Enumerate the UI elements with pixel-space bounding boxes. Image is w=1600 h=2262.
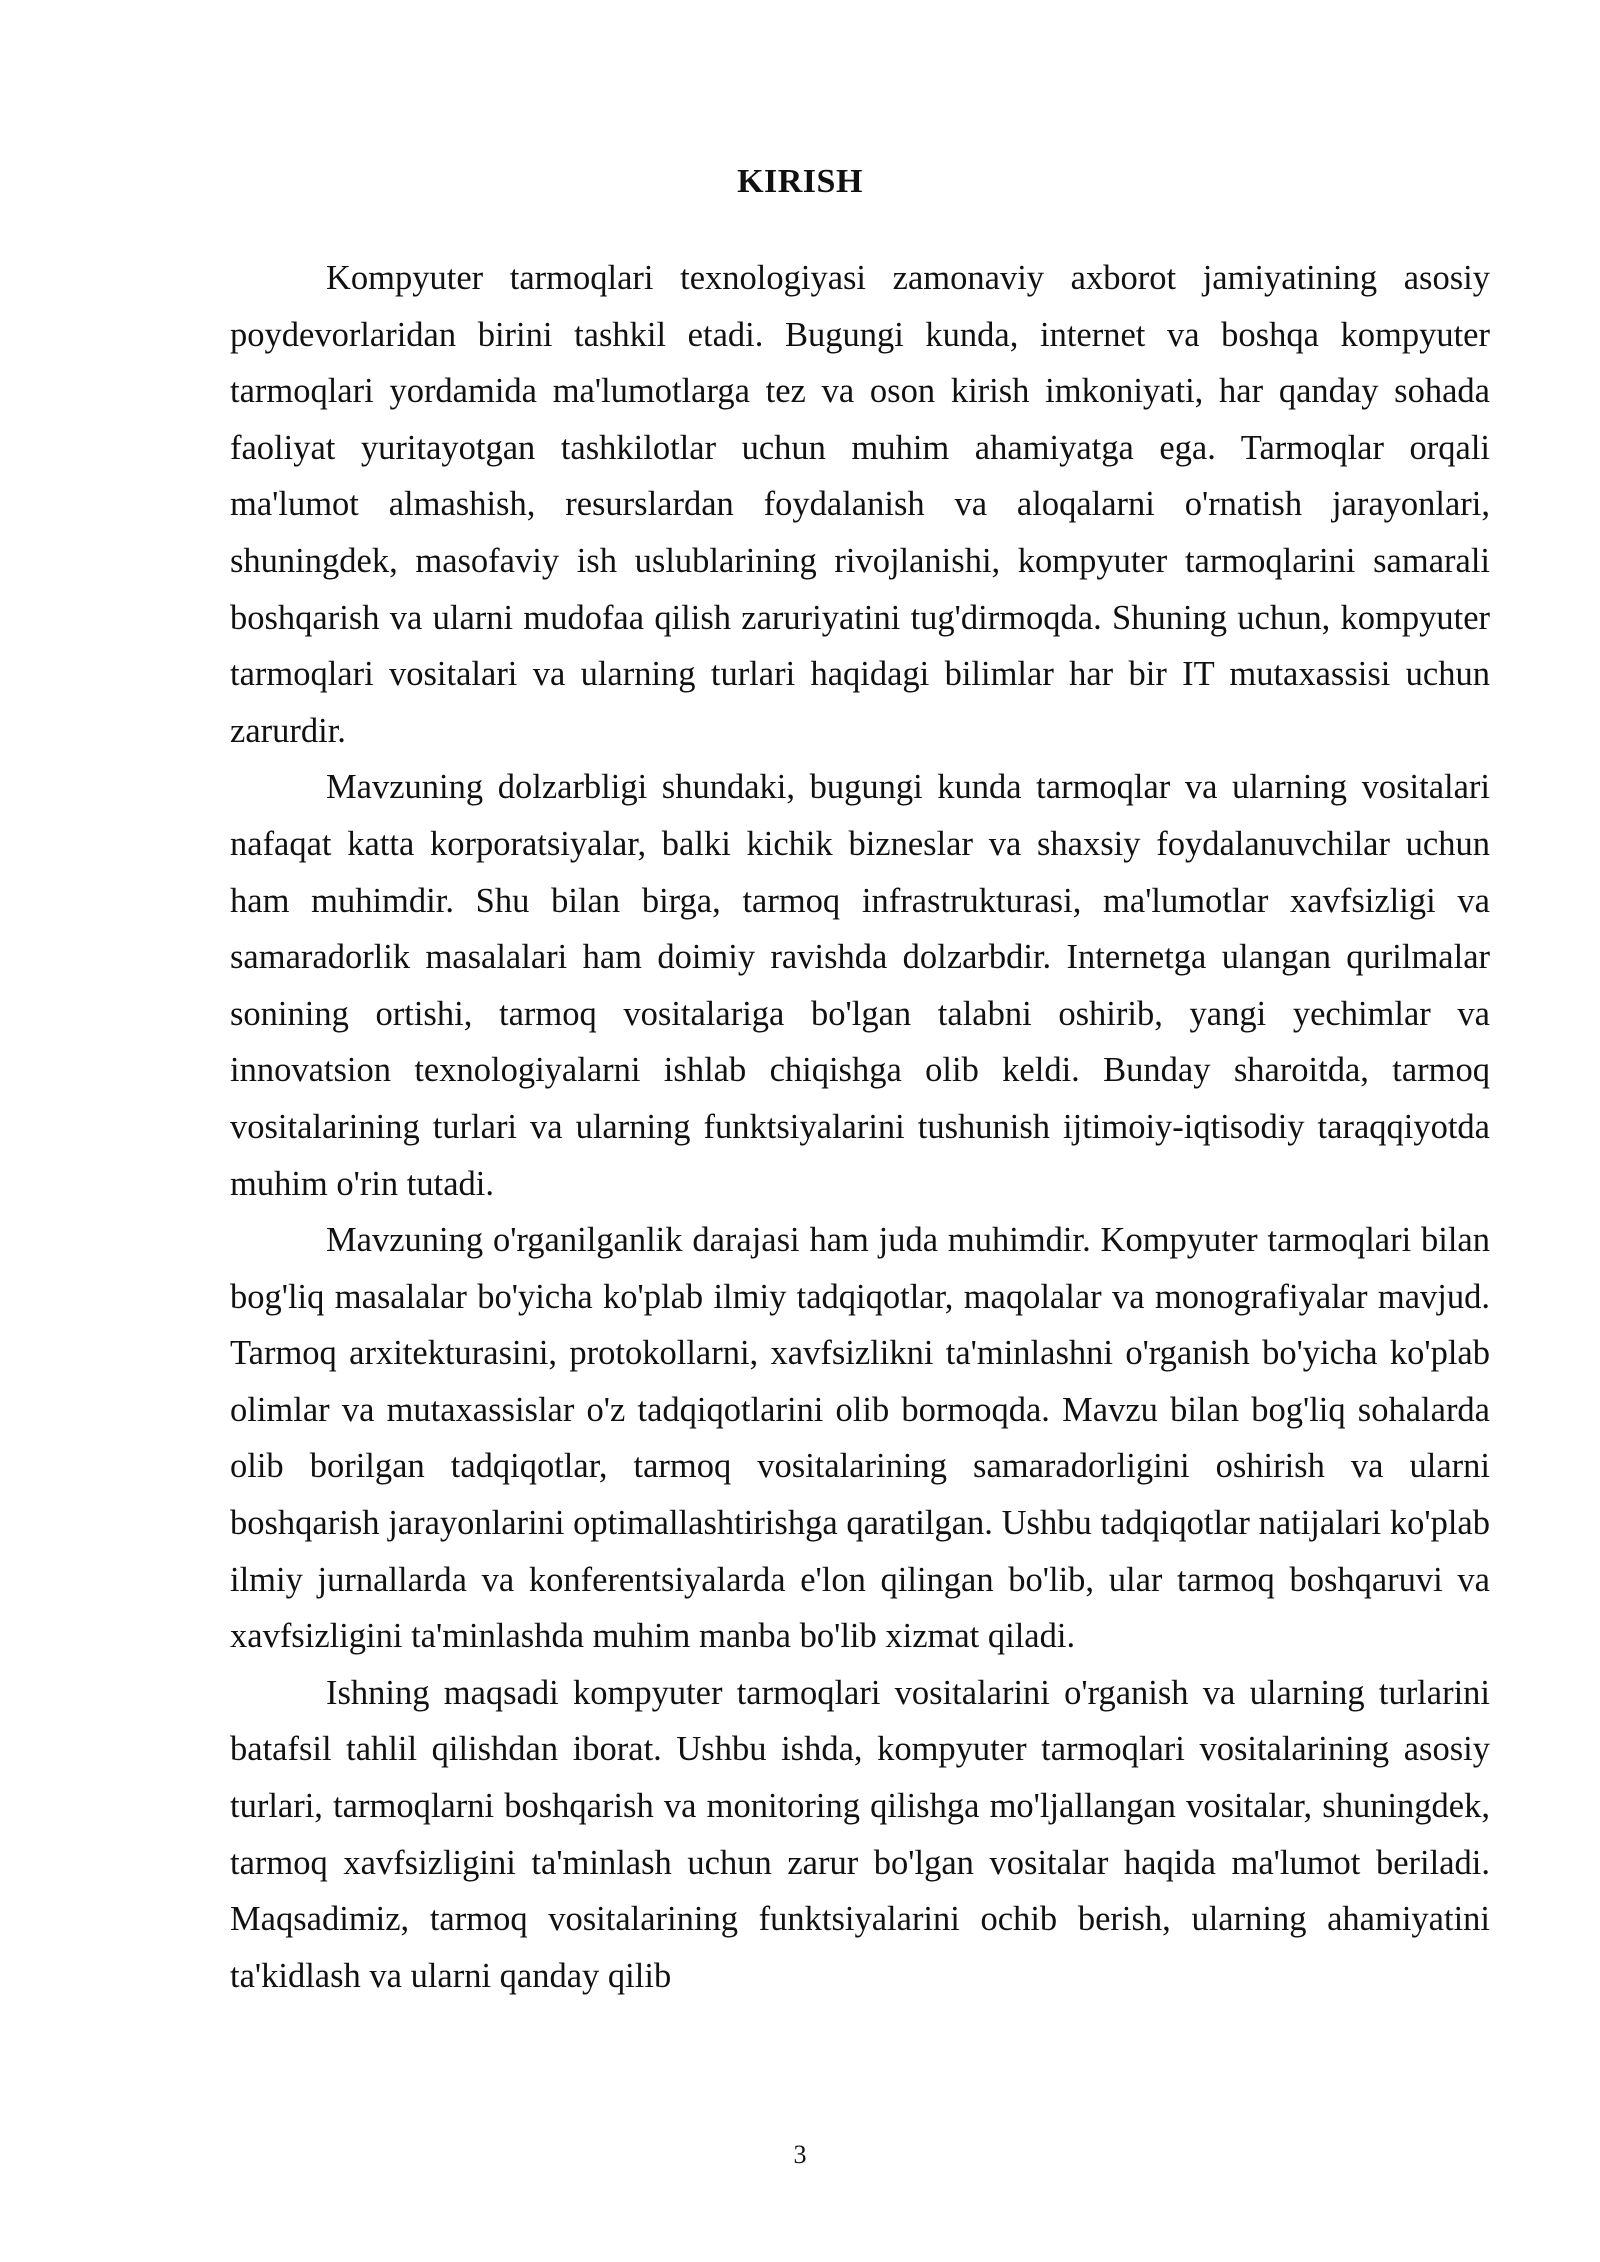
- body-text: [230, 250, 1490, 2004]
- paragraph: Mavzuning o'rganilganlik darajasi ham juda muhimdir. Kompyuter tarmoqlari bilan bog'liq masalalar bo'yicha ko'plab ilmiy tadqiqotlar, maqolalar va monografiyalar mavjud. Tarmoq arxitekturasini, protokollarni, xavfsizlikni ta'minlashni o'rganish bo'yicha ko'plab olimlar va mutaxassislar o'z tadqiqotlarini olib bormoqda. Mavzu bilan bog'liq sohalarda olib borilgan tadqiqotlar, tarmoq vositalarining samaradorligini oshirish va ularni boshqarish jarayonlarini optimallashtirishga qaratilgan. Ushbu tadqiqotlar natijalari ko'plab ilmiy jurnallarda va konferentsiyalarda e'lon qilingan bo'lib, ular tarmoq boshqaruvi va xavfsizligini ta'minlashda muhim manba bo'lib xizmat qiladi.: [230, 1221, 1490, 1656]
- paragraph: Mavzuning dolzarbligi shundaki, bugungi kunda tarmoqlar va ularning vositalari nafaqat katta korporatsiyalar, balki kichik bizneslar va shaxsiy foydalanuvchilar uchun ham muhimdir. Shu bilan birga, tarmoq infrastrukturasi, ma'lumotlar xavfsizligi va samaradorlik masalalari ham doimiy ravishda dolzarbdir. Internetga ulangan qurilmalar sonining ortishi, tarmoq vositalariga bo'lgan talabni oshirib, yangi yechimlar va innovatsion texnologiyalarni ishlab chiqishga olib keldi. Bunday sharoitda, tarmoq vositalarining turlari va ularning funktsiyalarini tushunish ijtimoiy-iqtisodiy taraqqiyotda muhim o'rin tutadi.: [230, 768, 1490, 1203]
- page-number: 3: [793, 2140, 807, 2169]
- paragraph: Kompyuter tarmoqlari texnologiyasi zamonaviy axborot jamiyatining asosiy poydevorlaridan birini tashkil etadi. Bugungi kunda, internet va boshqa kompyuter tarmoqlari yordamida ma'lumotlarga tez va oson kirish imkoniyati, har qanday sohada faoliyat yuritayotgan tashkilotlar uchun muhim ahamiyatga ega. Tarmoqlar orqali ma'lumot almashish, resurslardan foydalanish va aloqalarni o'rnatish jarayonlari, shuningdek, masofaviy ish uslublarining rivojlanishi, kompyuter tarmoqlarini samarali boshqarish va ularni mudofaa qilish zaruriyatini tug'dirmoqda. Shuning uchun, kompyuter tarmoqlari vositalari va ularning turlari haqidagi bilimlar har bir IT mutaxassisi uchun zarurdir.: [230, 259, 1490, 750]
- page-title: KIRISH: [737, 163, 863, 200]
- paragraph: Ishning maqsadi kompyuter tarmoqlari vositalarini o'rganish va ularning turlarini batafsil tahlil qilishdan iborat. Ushbu ishda, kompyuter tarmoqlari vositalarining asosiy turlari, tarmoqlarni boshqarish va monitoring qilishga mo'ljallangan vositalar, shuningdek, tarmoq xavfsizligini ta'minlash uchun zarur bo'lgan vositalar haqida ma'lumot beriladi. Maqsadimiz, tarmoq vositalarining funktsiyalarini ochib berish, ularning ahamiyatini ta'kidlash va ularni qanday qilib: [230, 1673, 1490, 1995]
